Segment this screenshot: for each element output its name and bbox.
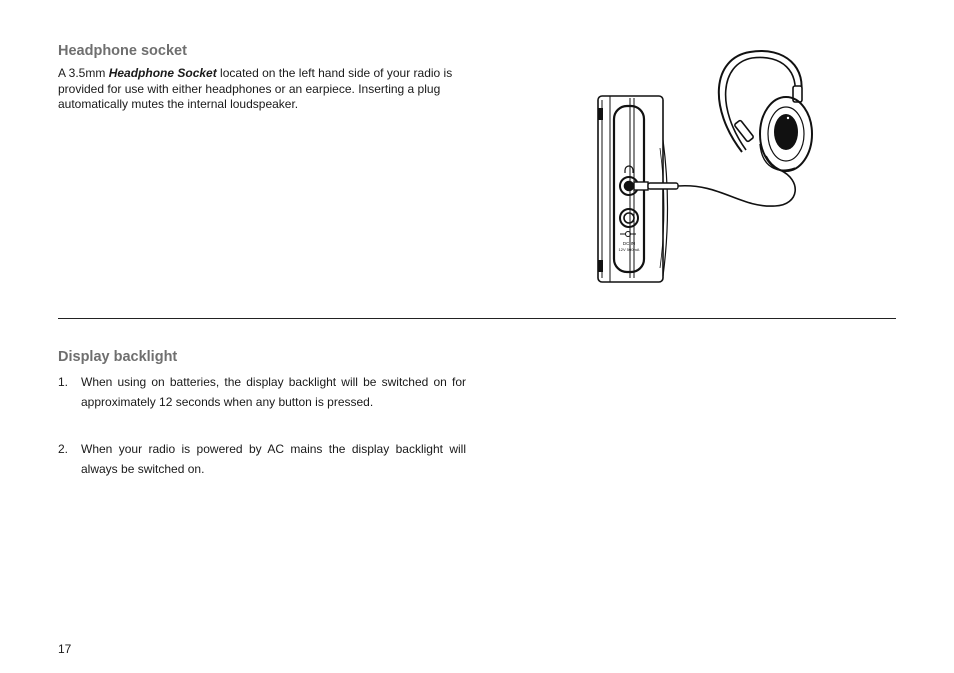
page-number: 17 xyxy=(58,642,72,656)
dc-label-line1: DC IN xyxy=(622,241,636,246)
list-item-text: When your radio is powered by AC mains the display backlight will always be switched on. xyxy=(81,442,466,476)
para-rest: located on the left hand side of your radio is provided for use with either headphones or an earpiece. Inserting a plug automatically mutes the internal loudspeaker. xyxy=(58,66,453,111)
list-item xyxy=(58,439,466,479)
list-item-number: 1. xyxy=(58,375,69,389)
list-item-text: When using on batteries, the display backlight will be switched on for approximately 12 seconds when any button is pressed. xyxy=(81,375,466,409)
list-item-number: 2. xyxy=(58,442,69,456)
list-item xyxy=(58,372,466,412)
radio-headphones-illustration xyxy=(590,48,820,288)
dc-label-line2: 12V 500mA xyxy=(618,247,640,252)
headphone-socket-paragraph xyxy=(58,66,468,113)
headphone-cable xyxy=(678,156,795,206)
section-heading-display-backlight: Display backlight xyxy=(58,349,178,365)
headphone-symbol-icon xyxy=(625,166,633,173)
para-prefix: A 3.5mm xyxy=(58,66,109,80)
section-divider xyxy=(58,318,896,319)
headphone-plug xyxy=(634,182,648,190)
section-heading-headphone-socket: Headphone socket xyxy=(58,43,187,59)
para-bold-term: Headphone Socket xyxy=(108,66,217,80)
dc-jack xyxy=(620,209,638,227)
